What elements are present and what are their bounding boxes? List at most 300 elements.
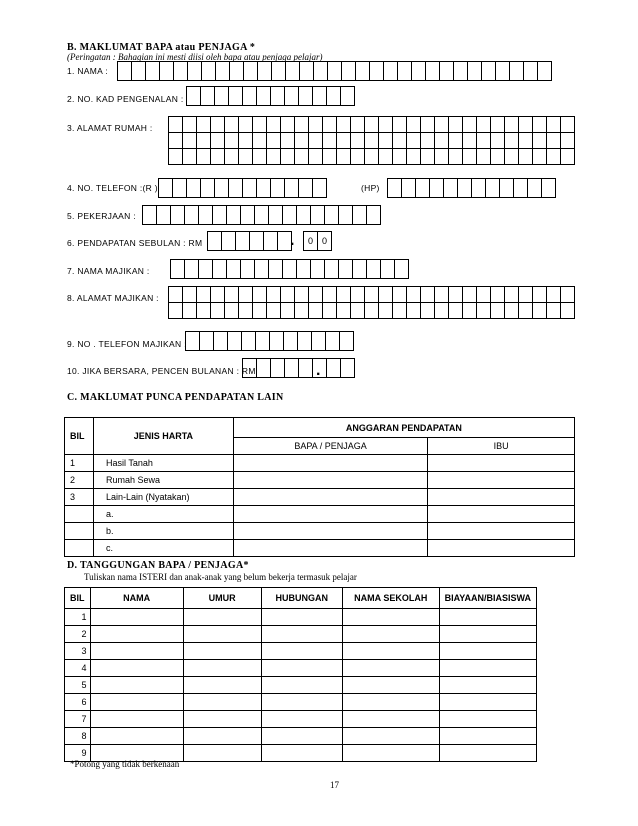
char-box[interactable] [142, 205, 157, 225]
char-box[interactable] [211, 287, 225, 303]
char-box[interactable] [282, 259, 297, 279]
char-box[interactable] [340, 358, 355, 378]
char-box[interactable] [186, 86, 201, 106]
char-box[interactable] [255, 331, 270, 351]
char-box[interactable] [323, 287, 337, 303]
char-box[interactable] [407, 133, 421, 149]
char-box[interactable] [159, 61, 174, 81]
bapa-cell[interactable] [233, 506, 428, 523]
char-box[interactable] [379, 117, 393, 133]
char-box[interactable] [439, 61, 454, 81]
char-box[interactable] [169, 303, 183, 319]
char-box[interactable] [281, 149, 295, 165]
char-box[interactable] [212, 259, 227, 279]
char-box[interactable] [407, 287, 421, 303]
char-box[interactable] [186, 178, 201, 198]
char-box[interactable] [183, 287, 197, 303]
entry-cell[interactable] [342, 643, 439, 660]
char-box[interactable] [240, 259, 255, 279]
entry-cell[interactable] [342, 745, 439, 762]
char-box[interactable] [449, 287, 463, 303]
char-box[interactable] [519, 287, 533, 303]
char-box[interactable] [411, 61, 426, 81]
char-box[interactable] [254, 259, 269, 279]
char-box[interactable] [327, 61, 342, 81]
char-box[interactable] [257, 61, 272, 81]
char-box[interactable] [309, 303, 323, 319]
char-box[interactable] [253, 149, 267, 165]
char-box[interactable] [313, 61, 328, 81]
char-box[interactable] [229, 61, 244, 81]
char-box[interactable] [421, 303, 435, 319]
char-box[interactable] [156, 205, 171, 225]
char-box[interactable] [253, 117, 267, 133]
char-box[interactable] [365, 149, 379, 165]
char-box[interactable] [355, 61, 370, 81]
char-box[interactable] [365, 287, 379, 303]
char-box[interactable] [421, 287, 435, 303]
char-box[interactable] [519, 149, 533, 165]
char-box[interactable] [285, 61, 300, 81]
char-box[interactable] [281, 133, 295, 149]
char-box[interactable] [226, 205, 241, 225]
char-box[interactable] [310, 259, 325, 279]
char-box[interactable] [366, 205, 381, 225]
char-box[interactable] [297, 331, 312, 351]
char-box[interactable] [477, 149, 491, 165]
char-box[interactable] [169, 133, 183, 149]
char-box[interactable] [198, 259, 213, 279]
char-box[interactable] [170, 259, 185, 279]
entry-cell[interactable] [342, 677, 439, 694]
char-box[interactable] [519, 117, 533, 133]
char-box[interactable] [298, 178, 313, 198]
nama-input[interactable] [117, 61, 552, 79]
char-box[interactable] [270, 178, 285, 198]
char-box[interactable] [491, 133, 505, 149]
char-box[interactable] [323, 303, 337, 319]
entry-cell[interactable] [90, 694, 183, 711]
char-box[interactable] [271, 61, 286, 81]
char-box[interactable] [211, 133, 225, 149]
char-box[interactable] [214, 178, 229, 198]
char-box[interactable] [235, 231, 250, 251]
char-box[interactable] [541, 178, 556, 198]
pendapatan-ringgit-input[interactable] [207, 231, 295, 249]
char-box[interactable] [337, 287, 351, 303]
char-box[interactable] [463, 303, 477, 319]
char-box[interactable] [197, 149, 211, 165]
pendapatan-sen-input[interactable] [303, 231, 332, 249]
entry-cell[interactable] [183, 728, 261, 745]
char-box[interactable] [183, 303, 197, 319]
entry-cell[interactable] [183, 609, 261, 626]
char-box[interactable] [184, 259, 199, 279]
char-box[interactable] [295, 117, 309, 133]
char-box[interactable] [505, 303, 519, 319]
char-box[interactable] [485, 178, 500, 198]
char-box[interactable] [158, 178, 173, 198]
char-box[interactable] [365, 117, 379, 133]
entry-cell[interactable] [342, 728, 439, 745]
char-box[interactable] [242, 178, 257, 198]
char-box[interactable] [324, 205, 339, 225]
char-box[interactable] [491, 117, 505, 133]
entry-cell[interactable] [261, 609, 342, 626]
char-box[interactable] [477, 287, 491, 303]
majikan-input[interactable] [170, 259, 409, 277]
char-box[interactable] [338, 259, 353, 279]
char-box[interactable] [326, 86, 341, 106]
char-box[interactable] [443, 178, 458, 198]
char-box[interactable] [421, 133, 435, 149]
char-box[interactable] [323, 133, 337, 149]
char-box[interactable] [519, 303, 533, 319]
entry-cell[interactable] [342, 609, 439, 626]
char-box[interactable] [505, 287, 519, 303]
char-box[interactable] [449, 149, 463, 165]
entry-cell[interactable] [90, 711, 183, 728]
entry-cell[interactable] [439, 643, 536, 660]
char-box[interactable] [183, 117, 197, 133]
ibu-cell[interactable] [428, 472, 575, 489]
char-box[interactable] [337, 303, 351, 319]
char-box[interactable] [263, 231, 278, 251]
entry-cell[interactable] [342, 694, 439, 711]
char-box[interactable] [499, 178, 514, 198]
char-box[interactable] [243, 61, 258, 81]
entry-cell[interactable] [261, 643, 342, 660]
char-box[interactable] [225, 149, 239, 165]
char-box[interactable] [351, 303, 365, 319]
char-box[interactable] [267, 149, 281, 165]
char-box[interactable] [310, 205, 325, 225]
char-box[interactable] [505, 117, 519, 133]
char-box[interactable] [561, 117, 575, 133]
char-box[interactable] [225, 303, 239, 319]
char-box[interactable] [387, 178, 402, 198]
char-box[interactable] [256, 178, 271, 198]
char-box[interactable] [324, 259, 339, 279]
char-box[interactable] [352, 205, 367, 225]
entry-cell[interactable] [261, 728, 342, 745]
char-box[interactable] [184, 205, 199, 225]
char-box[interactable] [325, 331, 340, 351]
ic-input[interactable] [186, 86, 355, 104]
char-box[interactable] [309, 287, 323, 303]
char-box[interactable] [449, 117, 463, 133]
char-box[interactable] [467, 61, 482, 81]
char-box[interactable] [519, 133, 533, 149]
char-box[interactable] [547, 133, 561, 149]
bapa-cell[interactable] [233, 455, 428, 472]
char-box[interactable] [253, 133, 267, 149]
char-box[interactable] [379, 287, 393, 303]
char-box[interactable] [533, 133, 547, 149]
char-box[interactable] [295, 287, 309, 303]
pencen-ringgit-input[interactable] [242, 358, 327, 376]
char-box[interactable] [242, 358, 257, 378]
entry-cell[interactable] [342, 711, 439, 728]
char-box[interactable] [421, 149, 435, 165]
char-box[interactable] [351, 133, 365, 149]
char-box[interactable] [284, 86, 299, 106]
telefon-hp-input[interactable] [387, 178, 556, 196]
char-box[interactable] [312, 86, 327, 106]
char-box[interactable] [211, 303, 225, 319]
char-box[interactable] [340, 86, 355, 106]
char-box[interactable] [491, 287, 505, 303]
char-box[interactable] [225, 117, 239, 133]
char-box[interactable] [242, 86, 257, 106]
char-box[interactable] [254, 205, 269, 225]
char-box[interactable] [523, 61, 538, 81]
bapa-cell[interactable] [233, 472, 428, 489]
char-box[interactable] [227, 331, 242, 351]
char-box[interactable] [311, 331, 326, 351]
char-box[interactable] [225, 287, 239, 303]
char-box[interactable] [326, 358, 341, 378]
entry-cell[interactable] [439, 609, 536, 626]
char-box[interactable] [435, 117, 449, 133]
char-box[interactable] [309, 133, 323, 149]
entry-cell[interactable] [90, 728, 183, 745]
char-box[interactable] [477, 133, 491, 149]
char-box[interactable] [561, 133, 575, 149]
char-box[interactable] [215, 61, 230, 81]
char-box[interactable] [270, 86, 285, 106]
ibu-cell[interactable] [428, 523, 575, 540]
char-box[interactable] [341, 61, 356, 81]
char-box[interactable] [547, 149, 561, 165]
char-box[interactable] [228, 178, 243, 198]
char-box[interactable] [117, 61, 132, 81]
entry-cell[interactable] [342, 660, 439, 677]
char-box[interactable] [505, 149, 519, 165]
char-box[interactable] [199, 331, 214, 351]
char-box[interactable] [337, 117, 351, 133]
entry-cell[interactable] [439, 711, 536, 728]
char-box[interactable] [197, 303, 211, 319]
char-box[interactable] [561, 149, 575, 165]
char-box[interactable] [365, 303, 379, 319]
char-box[interactable] [268, 205, 283, 225]
char-box[interactable] [298, 358, 313, 378]
entry-cell[interactable] [183, 677, 261, 694]
char-box[interactable] [269, 331, 284, 351]
char-box[interactable] [309, 117, 323, 133]
char-box[interactable] [338, 205, 353, 225]
entry-cell[interactable] [439, 660, 536, 677]
char-box[interactable] [299, 61, 314, 81]
char-box[interactable] [207, 231, 222, 251]
char-box[interactable] [267, 303, 281, 319]
ibu-cell[interactable] [428, 455, 575, 472]
ibu-cell[interactable] [428, 489, 575, 506]
char-box[interactable] [393, 149, 407, 165]
char-box[interactable] [383, 61, 398, 81]
char-box[interactable] [256, 358, 271, 378]
entry-cell[interactable] [439, 677, 536, 694]
char-box[interactable] [173, 61, 188, 81]
char-box[interactable] [477, 117, 491, 133]
char-box[interactable] [240, 205, 255, 225]
char-box[interactable] [283, 331, 298, 351]
char-box[interactable] [339, 331, 354, 351]
entry-cell[interactable] [261, 677, 342, 694]
char-box[interactable] [453, 61, 468, 81]
entry-cell[interactable] [90, 609, 183, 626]
char-box[interactable] [323, 149, 337, 165]
entry-cell[interactable] [183, 660, 261, 677]
bapa-cell[interactable] [233, 489, 428, 506]
char-box[interactable] [211, 117, 225, 133]
entry-cell[interactable] [439, 694, 536, 711]
char-box[interactable] [268, 259, 283, 279]
char-box[interactable] [267, 287, 281, 303]
char-box[interactable] [547, 287, 561, 303]
char-box[interactable] [407, 149, 421, 165]
alamat-majikan-input[interactable] [168, 286, 575, 319]
char-box[interactable] [449, 303, 463, 319]
char-box[interactable] [296, 205, 311, 225]
char-box[interactable] [309, 149, 323, 165]
char-box[interactable] [429, 178, 444, 198]
char-box[interactable] [200, 86, 215, 106]
char-box[interactable] [477, 303, 491, 319]
char-box[interactable] [351, 287, 365, 303]
char-box[interactable] [491, 303, 505, 319]
char-box[interactable] [212, 205, 227, 225]
char-box[interactable] [491, 149, 505, 165]
char-box[interactable] [298, 86, 313, 106]
char-box[interactable] [295, 149, 309, 165]
char-box[interactable] [131, 61, 146, 81]
entry-cell[interactable] [342, 626, 439, 643]
telefon-rumah-input[interactable] [158, 178, 327, 196]
entry-cell[interactable] [439, 728, 536, 745]
char-box[interactable] [463, 133, 477, 149]
char-box[interactable] [312, 178, 327, 198]
char-box[interactable] [425, 61, 440, 81]
char-box[interactable] [393, 287, 407, 303]
char-box[interactable] [513, 178, 528, 198]
char-box[interactable] [337, 133, 351, 149]
char-box[interactable] [505, 133, 519, 149]
char-box[interactable] [185, 331, 200, 351]
char-box[interactable] [200, 178, 215, 198]
char-box[interactable] [421, 117, 435, 133]
char-box[interactable] [533, 149, 547, 165]
char-box[interactable] [170, 205, 185, 225]
char-box[interactable] [239, 117, 253, 133]
char-box[interactable] [221, 231, 236, 251]
char-box[interactable] [201, 61, 216, 81]
char-box[interactable] [394, 259, 409, 279]
char-box[interactable] [284, 178, 299, 198]
char-box[interactable] [415, 178, 430, 198]
char-box[interactable] [214, 86, 229, 106]
entry-cell[interactable] [183, 745, 261, 762]
char-box[interactable] [253, 287, 267, 303]
char-box[interactable] [352, 259, 367, 279]
char-box[interactable] [561, 287, 575, 303]
char-box[interactable] [187, 61, 202, 81]
char-box[interactable] [533, 303, 547, 319]
char-box[interactable] [393, 117, 407, 133]
char-box[interactable] [145, 61, 160, 81]
bapa-cell[interactable] [233, 523, 428, 540]
pekerjaan-input[interactable] [142, 205, 381, 223]
tel-majikan-input[interactable] [185, 331, 354, 349]
char-box[interactable] [561, 303, 575, 319]
char-box[interactable] [241, 331, 256, 351]
char-box[interactable] [183, 133, 197, 149]
char-box[interactable] [228, 86, 243, 106]
char-box[interactable] [495, 61, 510, 81]
char-box[interactable] [284, 358, 299, 378]
char-box[interactable] [213, 331, 228, 351]
char-box[interactable] [379, 133, 393, 149]
char-box[interactable] [533, 287, 547, 303]
char-box[interactable] [281, 287, 295, 303]
char-box[interactable] [337, 149, 351, 165]
char-box[interactable] [256, 86, 271, 106]
char-box[interactable] [169, 149, 183, 165]
char-box[interactable] [527, 178, 542, 198]
char-box[interactable] [435, 149, 449, 165]
ibu-cell[interactable] [428, 506, 575, 523]
char-box[interactable] [172, 178, 187, 198]
char-box[interactable] [239, 133, 253, 149]
char-box[interactable] [226, 259, 241, 279]
char-box[interactable] [533, 117, 547, 133]
char-box[interactable] [249, 231, 264, 251]
char-box[interactable] [351, 117, 365, 133]
char-box[interactable] [481, 61, 496, 81]
char-box[interactable] [471, 178, 486, 198]
entry-cell[interactable] [261, 745, 342, 762]
char-box[interactable] [253, 303, 267, 319]
char-box[interactable] [407, 303, 421, 319]
entry-cell[interactable] [261, 711, 342, 728]
entry-cell[interactable] [439, 745, 536, 762]
entry-cell[interactable] [183, 711, 261, 728]
char-box[interactable] [380, 259, 395, 279]
char-box[interactable] [365, 133, 379, 149]
char-box[interactable] [537, 61, 552, 81]
char-box[interactable] [239, 303, 253, 319]
char-box[interactable] [509, 61, 524, 81]
entry-cell[interactable] [439, 626, 536, 643]
char-box[interactable] [239, 149, 253, 165]
char-box[interactable] [267, 133, 281, 149]
char-box[interactable] [183, 149, 197, 165]
char-box[interactable] [449, 133, 463, 149]
entry-cell[interactable] [183, 626, 261, 643]
char-box[interactable] [435, 133, 449, 149]
char-box[interactable] [323, 117, 337, 133]
char-box[interactable] [457, 178, 472, 198]
char-box[interactable] [463, 287, 477, 303]
char-box[interactable] [407, 117, 421, 133]
char-box[interactable] [366, 259, 381, 279]
char-box[interactable] [281, 117, 295, 133]
char-box[interactable] [435, 303, 449, 319]
char-box[interactable] [379, 303, 393, 319]
char-box[interactable] [435, 287, 449, 303]
bapa-cell[interactable] [233, 540, 428, 557]
